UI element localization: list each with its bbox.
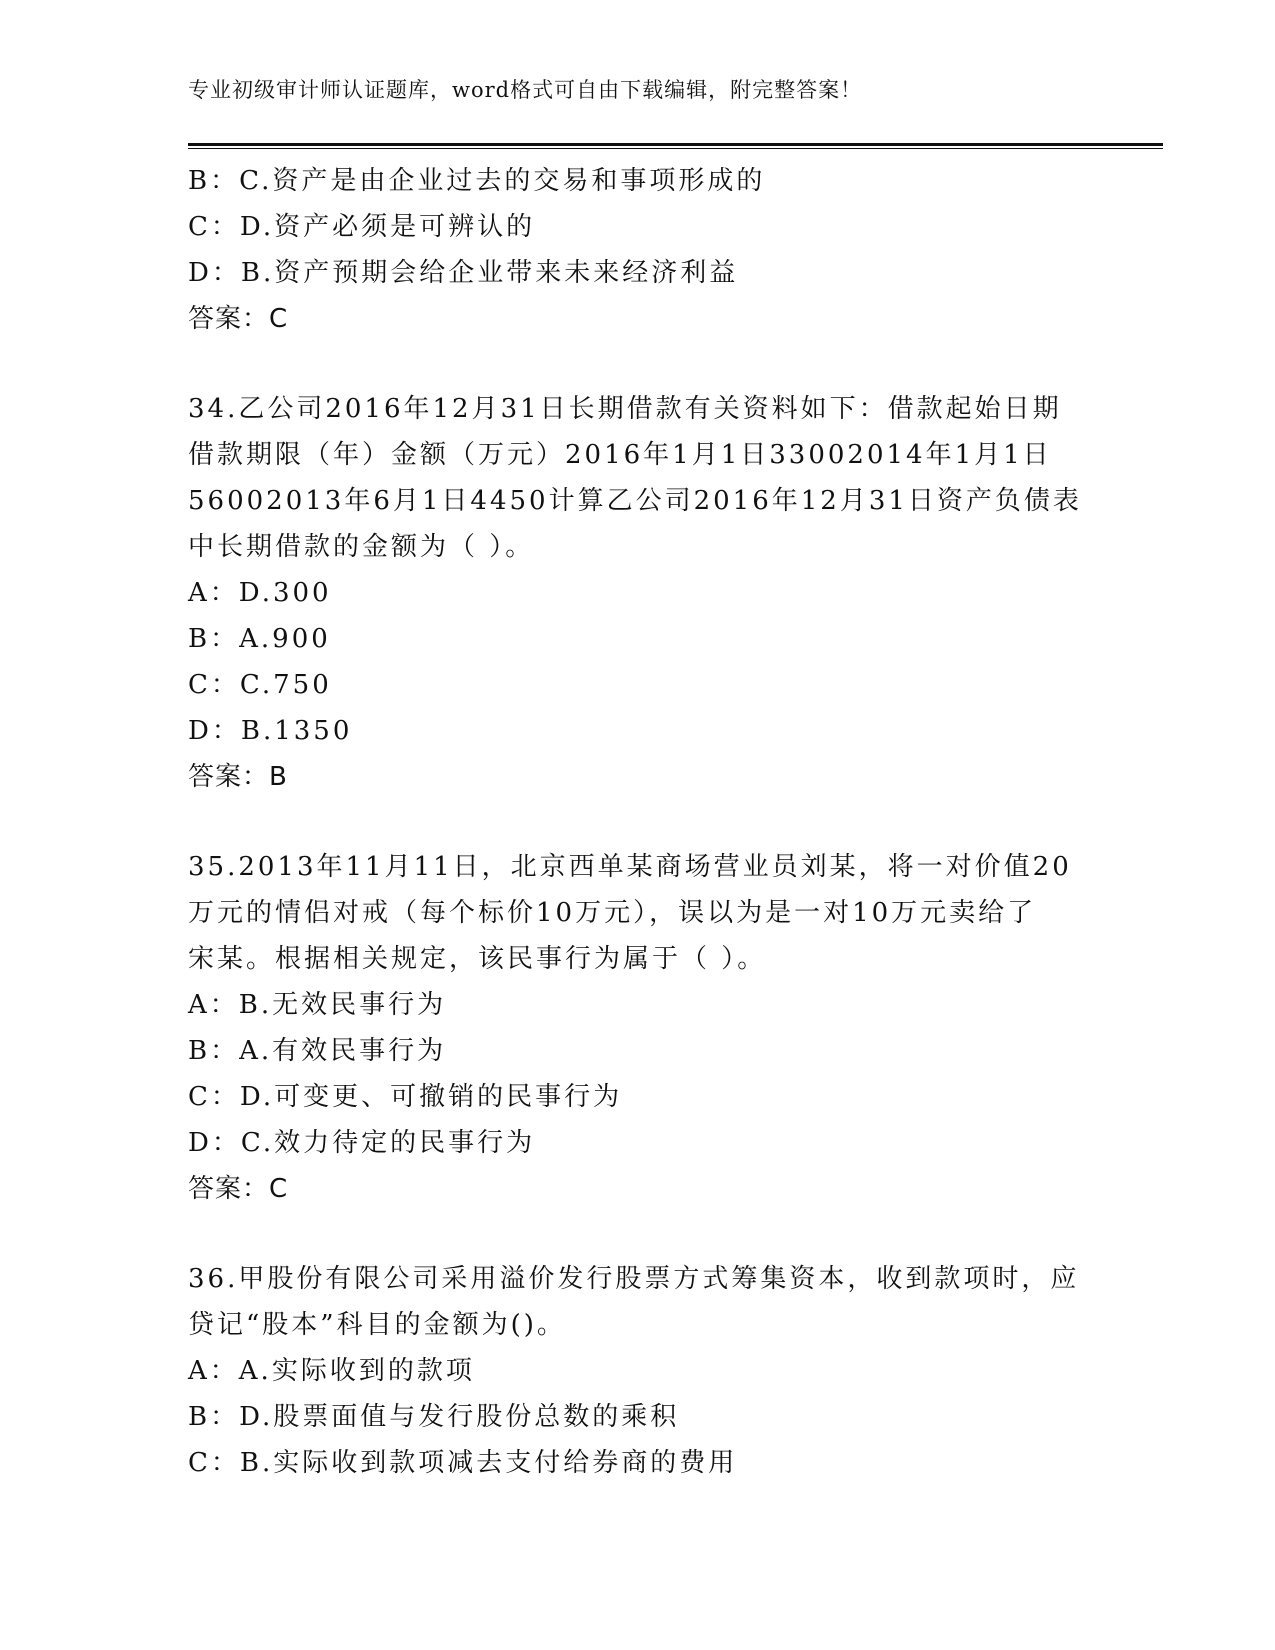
question-stem-line: 万元的情侣对戒（每个标价10万元），误以为是一对10万元卖给了	[188, 898, 1037, 928]
question-stem-line: 借款期限（年）金额（万元）2016年1月1日33002014年1月1日	[188, 440, 1052, 470]
answer-line: 答案：C	[188, 1174, 289, 1204]
spacer	[188, 1212, 1088, 1256]
question-stem-line: 宋某。根据相关规定，该民事行为属于（ ）。	[188, 944, 767, 974]
option-line: A：B.无效民事行为	[188, 990, 447, 1020]
answer-line: 答案：B	[188, 762, 288, 792]
option-line: D：B.1350	[188, 716, 353, 746]
spacer	[188, 800, 1088, 844]
question-stem-line: 36.甲股份有限公司采用溢价发行股票方式筹集资本，收到款项时，应	[188, 1264, 1080, 1294]
option-line: D：C.效力待定的民事行为	[188, 1128, 536, 1158]
question-stem-line: 34.乙公司2016年12月31日长期借款有关资料如下：借款起始日期	[188, 394, 1062, 424]
option-line: B：A.900	[188, 624, 331, 654]
option-line: C：D.资产必须是可辨认的	[188, 212, 536, 242]
question-stem-line: 35.2013年11月11日，北京西单某商场营业员刘某，将一对价值20	[188, 852, 1072, 882]
question-content	[188, 158, 1088, 1486]
option-line: C：B.实际收到款项减去支付给券商的费用	[188, 1448, 738, 1478]
option-line: B：A.有效民事行为	[188, 1036, 447, 1066]
option-line: C：C.750	[188, 670, 332, 700]
header-divider	[188, 143, 1163, 149]
option-line: B：D.股票面值与发行股份总数的乘积	[188, 1402, 680, 1432]
page-header: 专业初级审计师认证题库，word格式可自由下载编辑，附完整答案！	[188, 78, 863, 102]
option-line: D：B.资产预期会给企业带来未来经济利益	[188, 258, 739, 288]
answer-line: 答案：C	[188, 304, 289, 334]
question-stem-line: 中长期借款的金额为（ ）。	[188, 532, 535, 562]
option-line: C：D.可变更、可撤销的民事行为	[188, 1082, 623, 1112]
option-line: A：D.300	[188, 578, 332, 608]
spacer	[188, 342, 1088, 386]
question-stem-line: 56002013年6月1日4450计算乙公司2016年12月31日资产负债表	[188, 486, 1082, 516]
question-stem-line: 贷记“股本”科目的金额为()。	[188, 1310, 566, 1340]
option-line: A：A.实际收到的款项	[188, 1356, 475, 1386]
option-line: B：C.资产是由企业过去的交易和事项形成的	[188, 166, 766, 196]
